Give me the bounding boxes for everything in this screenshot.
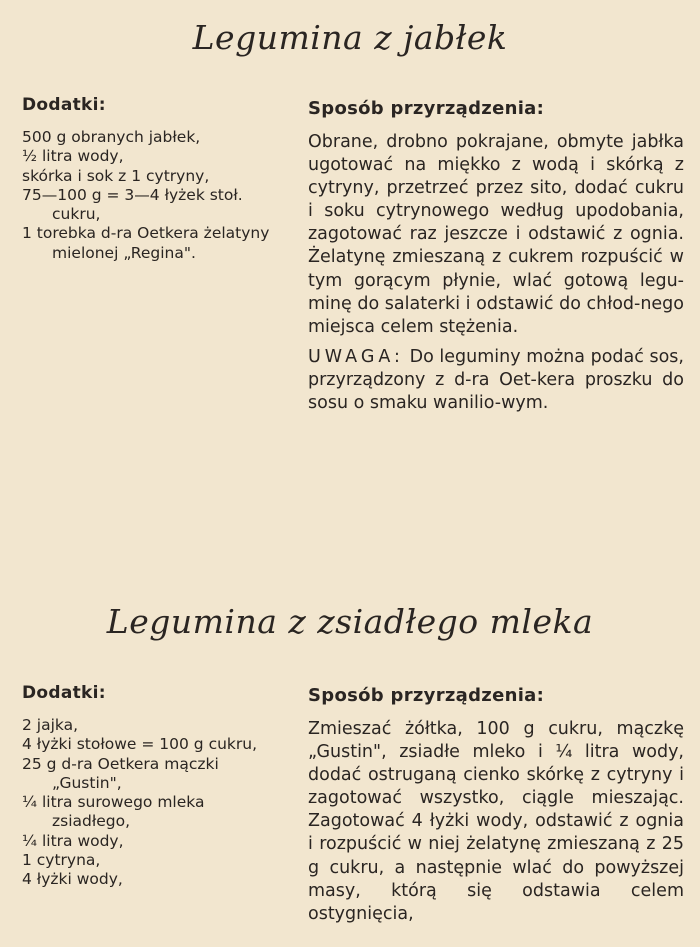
- note-label: UWAGA:: [308, 346, 404, 367]
- method-text: [308, 131, 684, 415]
- ingredient-item: ¼ litra surowego mleka zsiadłego,: [22, 793, 205, 831]
- ingredient-item: 1 torebka d-ra Oetkera żelatyny mielonej „Regina".: [22, 224, 270, 262]
- ingredient-item: 4 łyżki wody,: [22, 870, 123, 889]
- method-text: [308, 718, 684, 926]
- method-paragraph: Zmieszać żółtka, 100 g cukru, mączkę „Gustin", zsiadłe mleko i ¼ litra wody, dodać ostruganą cienko skórkę z cytryny i zagotować wszystko, ciągle mieszając. Zagotować 4 łyżki wody, odstawić z ognia i rozpuścić w niej żelatynę zmieszaną z 25 g cukru, a następnie wlać do powyższej masy, którą się odstawia celem ostygnięcia,: [308, 719, 684, 924]
- method-paragraph: Obrane, drobno pokrajane, obmyte jabłka ugotować na miękko z wodą i skórką z cytryny, przetrzeć przez sito, dodać cukru i soku cytrynowego według upodobania, zagotować raz jeszcze i odstawić z ognia. Żelatynę zmieszaną z cukrem rozpuścić w tym gorącym płynie, wlać gotową legu-minę do salaterki i odstawić do chłod-nego miejsca celem stężenia.: [308, 132, 684, 337]
- ingredient-item: 4 łyżki stołowe = 100 g cukru,: [22, 735, 258, 754]
- ingredient-item: skórka i sok z 1 cytryny,: [22, 166, 210, 185]
- ingredient-item: 75—100 g = 3—4 łyżek stoł. cukru,: [22, 185, 243, 224]
- note-paragraph: [308, 346, 684, 415]
- ingredient-item: 1 cytryna,: [22, 851, 101, 870]
- ingredient-item: ¼ litra wody,: [22, 831, 124, 850]
- method-heading: Sposób przyrządzenia:: [308, 98, 545, 119]
- recipe-title: Legumina z zsiadłego mleka: [106, 602, 594, 641]
- recipe-title: Legumina z jabłek: [192, 18, 508, 57]
- note-text: Do leguminy można podać sos, przyrządzony z d-ra Oet-kera proszku do sosu o smaku wanilio-wym.: [308, 346, 684, 414]
- ingredient-item: 2 jajka,: [22, 716, 79, 734]
- ingredients-heading: Dodatki:: [22, 95, 106, 115]
- ingredient-item: 500 g obranych jabłek,: [22, 128, 201, 146]
- ingredient-item: 25 g d-ra Oetkera mączki „Gustin",: [22, 754, 219, 792]
- ingredients-list: [22, 128, 284, 263]
- ingredients-heading: Dodatki:: [22, 683, 106, 703]
- ingredients-list: [22, 716, 284, 890]
- method-heading: Sposób przyrządzenia:: [308, 685, 545, 706]
- ingredient-item: ½ litra wody,: [22, 147, 124, 166]
